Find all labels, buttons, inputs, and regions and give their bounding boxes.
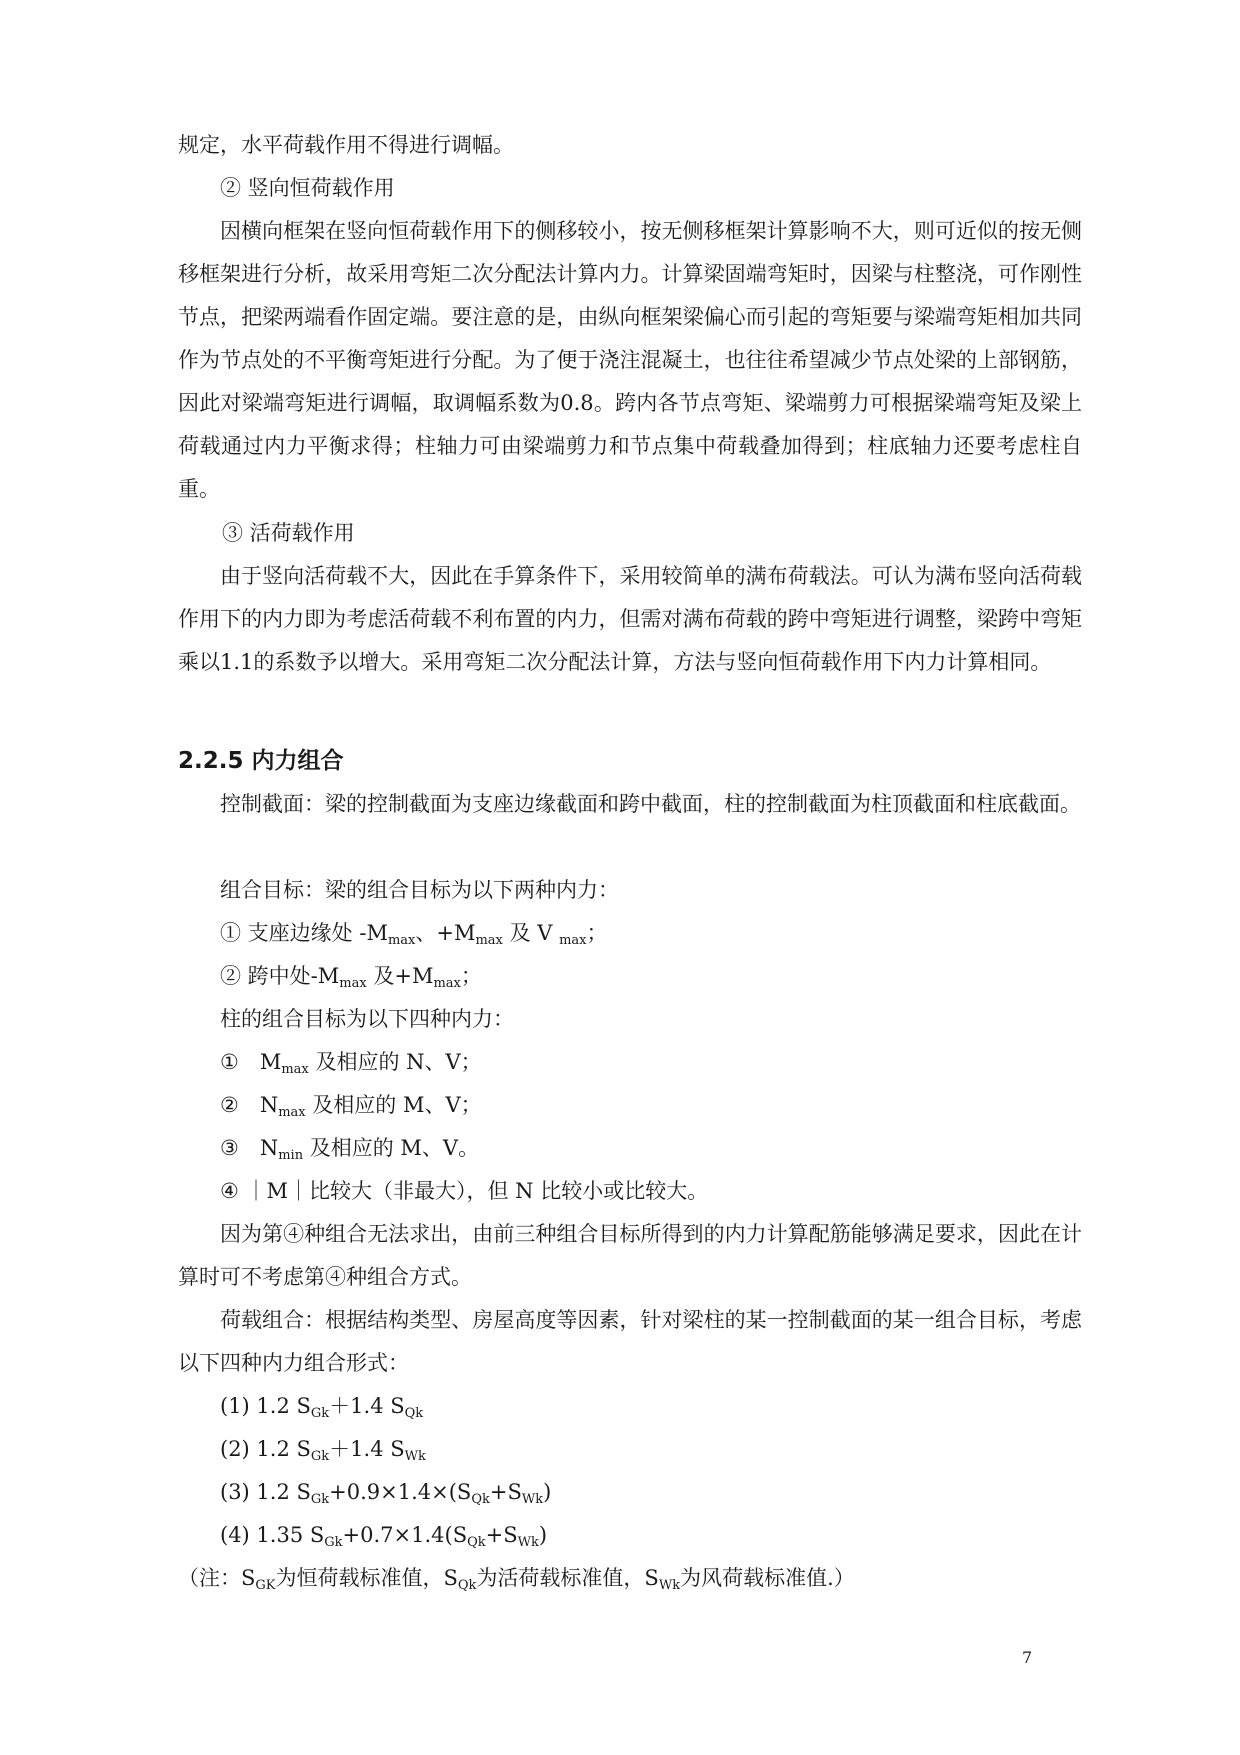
item-title-dead-load: ② 竖向恒荷载作用 [220,176,395,200]
paragraph-column-targets: 柱的组合目标为以下四种内力： [220,1007,514,1031]
footnote: （注：$S_{GK}$为恒荷载标准值，$S_{Qk}$为活荷载标准值，$S_{Wk}$为风荷载标准值.） [178,1566,855,1593]
paragraph-control-section: 控制截面：梁的控制截面为支座边缘截面和跨中截面，柱的控制截面为柱顶截面和柱底截面。 [220,792,1081,816]
paragraph-combination-note: 因为第④种组合无法求出，由前三种组合目标所得到的内力计算配筋能够满足要求，因此在计算时可不考虑第④种组合方式。 [178,1222,1082,1289]
column-target-2: ② $N_{max}$ 及相应的 M、V； [220,1093,482,1120]
combination-formula-2: (2) 1.2 $S_{Gk}+1.4$ $S_{Wk}$ [220,1437,426,1464]
paragraph-dead-load: 因横向框架在竖向恒荷载作用下的侧移较小，按无侧移框架计算影响不大，则可近似的按无侧移框架进行分析，故采用弯矩二次分配法计算内力。计算梁固端弯矩时，因梁与柱整浇，可作刚性节点，把梁两端看作固定端。要注意的是，由纵向框架梁偏心而引起的弯矩要与梁端弯矩相加共同作为节点处的不平衡弯矩进行分配。为了便于浇注混凝土，也往往希望减少节点处梁的上部钢筋，因此对梁端弯矩进行调幅，取调幅系数为0.8。跨内各节点弯矩、梁端剪力可根据梁端弯矩及梁上荷载通过内力平衡求得；柱轴力可由梁端剪力和节点集中荷载叠加得到；柱底轴力还要考虑柱自重。 [178,219,1082,501]
column-target-1: ① $M_{max}$ 及相应的 N、V； [220,1050,482,1077]
paragraph-beam-targets: 组合目标：梁的组合目标为以下两种内力： [220,878,619,902]
paragraph-text: 规定，水平荷载作用不得进行调幅。 [178,133,514,157]
page-number: 7 [1022,1648,1033,1667]
beam-target-2: ② 跨中处$-M_{max}$ 及$+M_{max}$； [220,964,482,991]
column-target-4: ④ ｜M｜比较大（非最大），但 N 比较小或比较大。 [220,1179,709,1203]
combination-formula-1: (1) 1.2 $S_{Gk}+1.4$ $S_{Qk}$ [220,1394,424,1421]
combination-formula-3: (3) 1.2 $S_{Gk}+0.9\times 1.4\times(S_{Qk}+S_{Wk})$ [220,1480,552,1507]
paragraph-live-load: 由于竖向活荷载不大，因此在手算条件下，采用较简单的满布荷载法。可认为满布竖向活荷载作用下的内力即为考虑活荷载不利布置的内力，但需对满布荷载的跨中弯矩进行调整，梁跨中弯矩乘以1.1的系数予以增大。采用弯矩二次分配法计算，方法与竖向恒荷载作用下内力计算相同。 [178,564,1082,674]
combination-formula-4: (4) 1.35 $S_{Gk}+0.7\times 1.4(S_{Qk}+S_{Wk})$ [220,1523,548,1550]
paragraph-load-combination: 荷载组合：根据结构类型、房屋高度等因素，针对梁柱的某一控制截面的某一组合目标，考虑以下四种内力组合形式： [178,1308,1082,1375]
section-heading: 2.2.5 内力组合 [178,748,344,774]
beam-target-1: ① 支座边缘处 $-M_{max}$、$+M_{max}$ 及 V $_{max}$； [220,921,608,948]
item-title-live-load: ③ 活荷载作用 [222,521,355,545]
column-target-3: ③ $N_{min}$ 及相应的 M、V。 [220,1136,480,1163]
